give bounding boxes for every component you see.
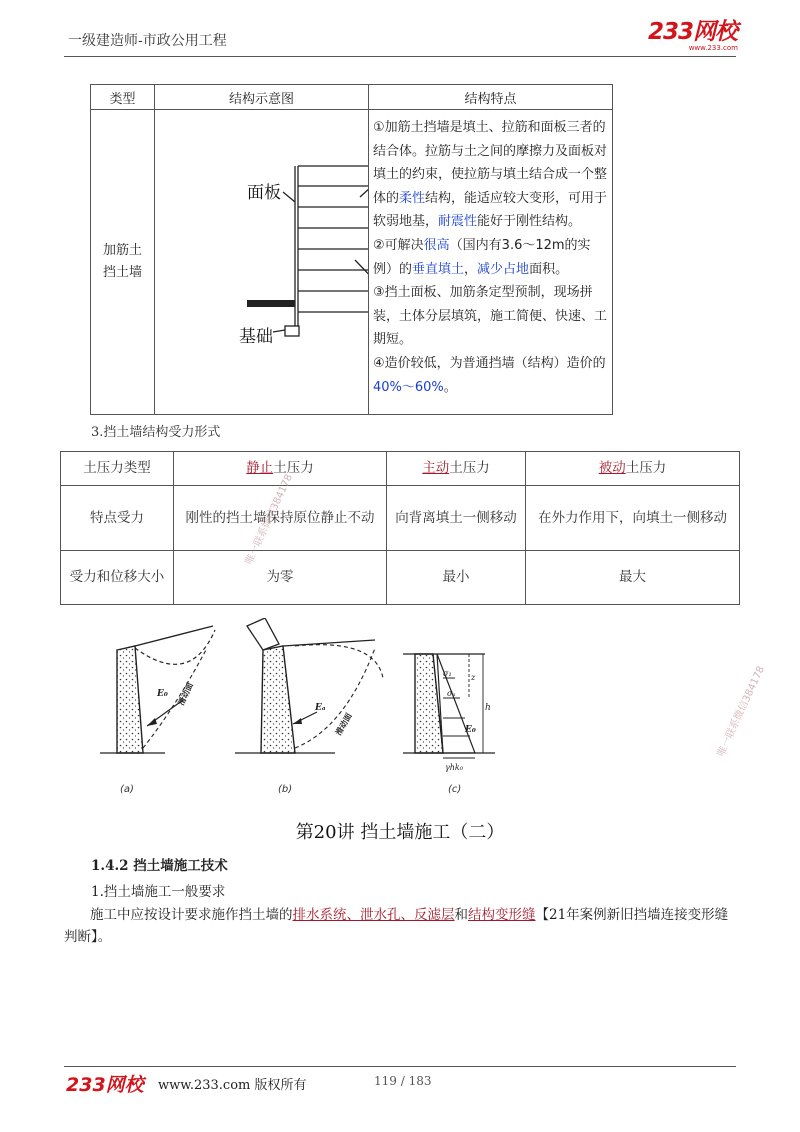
para-text-e: 【21年案例新旧挡墙连接变形缝判断】。	[64, 907, 729, 945]
structure-table	[90, 84, 613, 415]
paragraph-requirements	[64, 904, 740, 948]
label-panel: 面板	[247, 183, 281, 203]
section-3-heading: 3.挡土墙结构受力形式	[91, 425, 221, 440]
ep-static-u: 静止	[246, 460, 274, 476]
header-title: 一级建造师-市政公用工程	[68, 33, 227, 49]
ep-static-r: 土压力	[273, 460, 314, 476]
ep-active-u: 主动	[422, 460, 450, 476]
type-line-1: 加筋土	[102, 243, 142, 258]
ep-r2-label: 受力和位移大小	[61, 551, 174, 605]
features-cell	[369, 110, 613, 415]
label-slide-a: 滑动面	[175, 680, 195, 707]
caption-a: (a)	[120, 784, 134, 795]
feature-2-text-2: （国内有3.6～12m的实例）的	[373, 237, 591, 277]
ep-r2-active: 最小	[387, 551, 526, 605]
ep-r1-active: 向背离填土一侧移动	[387, 486, 526, 551]
label-eb: Eₐ	[315, 703, 326, 713]
label-base: 基础	[239, 327, 273, 347]
wall-b	[235, 618, 383, 753]
header-rule	[64, 56, 736, 57]
section-1-heading: 1.挡土墙施工一般要求	[91, 884, 226, 900]
para-text-c: 和	[454, 907, 468, 923]
feature-4-end: 。	[443, 379, 457, 395]
col-diagram: 结构示意图	[155, 85, 369, 110]
feature-1-hl-flex: 柔性	[399, 190, 426, 206]
ep-header-active	[387, 452, 526, 486]
feature-1-text-2: 结构，能适应较大变形，可用于软弱地基，	[373, 190, 608, 230]
wall-a	[100, 626, 215, 753]
footer-rule	[64, 1066, 736, 1067]
feature-1-hl-seismic: 耐震性	[438, 214, 478, 230]
feature-2-comma: ，	[464, 261, 478, 277]
feature-2-hl-land: 减少占地	[477, 261, 530, 277]
feature-1	[373, 116, 609, 234]
caption-b: (b)	[278, 784, 293, 795]
para-hl-joint: 结构变形缝	[468, 907, 536, 923]
feature-1-text: ①加筋土挡墙是填土、拉筋和面板三者的结合体。拉筋与土之间的摩擦力及面板对填土的约束，使拉筋与填土结合成一个整体的	[373, 120, 608, 206]
feature-2	[373, 234, 609, 281]
footer-logo: 233网校	[66, 1074, 144, 1096]
feature-2-hl-high: 很高	[423, 237, 450, 253]
feature-2-hl-vertical: 垂直填土	[412, 261, 465, 277]
retaining-wall-figure	[95, 618, 515, 798]
ep-r1-label: 特点受力	[61, 486, 174, 551]
feature-4-text: ④造价较低，为普通挡墙（结构）造价的	[373, 355, 606, 371]
watermark-2: 唯一联系微信384178	[715, 664, 768, 759]
feature-2-text: ②可解决	[373, 237, 424, 253]
label-s2: σₐ	[447, 689, 456, 698]
para-text-a: 施工中应按设计要求施作挡土墙的	[90, 907, 293, 923]
section-1-4-2: 1.4.2 挡土墙施工技术	[91, 858, 228, 874]
label-slide-b: 滑动面	[333, 711, 354, 737]
logo-url: www.233.com	[688, 44, 738, 52]
ep-r1-static: 刚性的挡土墙保持原位静止不动	[174, 486, 387, 551]
feature-1-text-3: 能好于刚性结构。	[477, 214, 582, 230]
col-features: 结构特点	[369, 85, 613, 110]
footer-copyright: www.233.com 版权所有	[158, 1078, 307, 1093]
reinforced-wall-diagram	[155, 110, 368, 410]
earth-pressure-table	[60, 451, 740, 605]
feature-3: ③挡土面板、加筋条定型预制，现场拼装，土体分层填筑，施工简便、快速、工期短。	[373, 285, 608, 348]
diagram-cell	[155, 110, 369, 415]
ep-r2-passive: 最大	[526, 551, 740, 605]
logo-text: 233网校	[648, 19, 738, 45]
ep-r1-passive: 在外力作用下，向填土一侧移动	[526, 486, 740, 551]
feature-4	[373, 352, 609, 399]
ground-hatch	[247, 300, 295, 307]
para-hl-drainage: 排水系统、泄水孔、反滤层	[292, 907, 455, 923]
ep-active-r: 土压力	[449, 460, 490, 476]
feature-4-hl-cost: 40%～60%	[373, 379, 444, 395]
ep-passive-r: 土压力	[625, 460, 667, 476]
ep-header-passive	[526, 452, 740, 486]
page-number: 119 / 183	[374, 1074, 432, 1088]
label-h: h	[485, 703, 491, 713]
label-z: z	[471, 673, 476, 682]
label-ec: E₀	[465, 725, 476, 735]
col-type: 类型	[91, 85, 155, 110]
label-base-pressure: γhk₀	[445, 763, 463, 772]
ep-passive-u: 被动	[598, 460, 626, 476]
brand-logo	[648, 20, 738, 54]
label-ea: E₀	[157, 689, 168, 699]
ep-r2-static: 为零	[174, 551, 387, 605]
ep-header-type: 土压力类型	[61, 452, 174, 486]
watermark-1: 唯一联系微信384178	[243, 472, 296, 567]
wall-c	[403, 654, 495, 772]
type-cell	[91, 110, 155, 415]
lecture-title: 第20讲 挡土墙施工（二）	[295, 822, 505, 843]
type-line-2: 挡土墙	[102, 265, 142, 280]
feature-2-text-3: 面积。	[529, 261, 569, 277]
label-s1: σ₁	[443, 669, 452, 678]
caption-c: (c)	[448, 784, 462, 795]
